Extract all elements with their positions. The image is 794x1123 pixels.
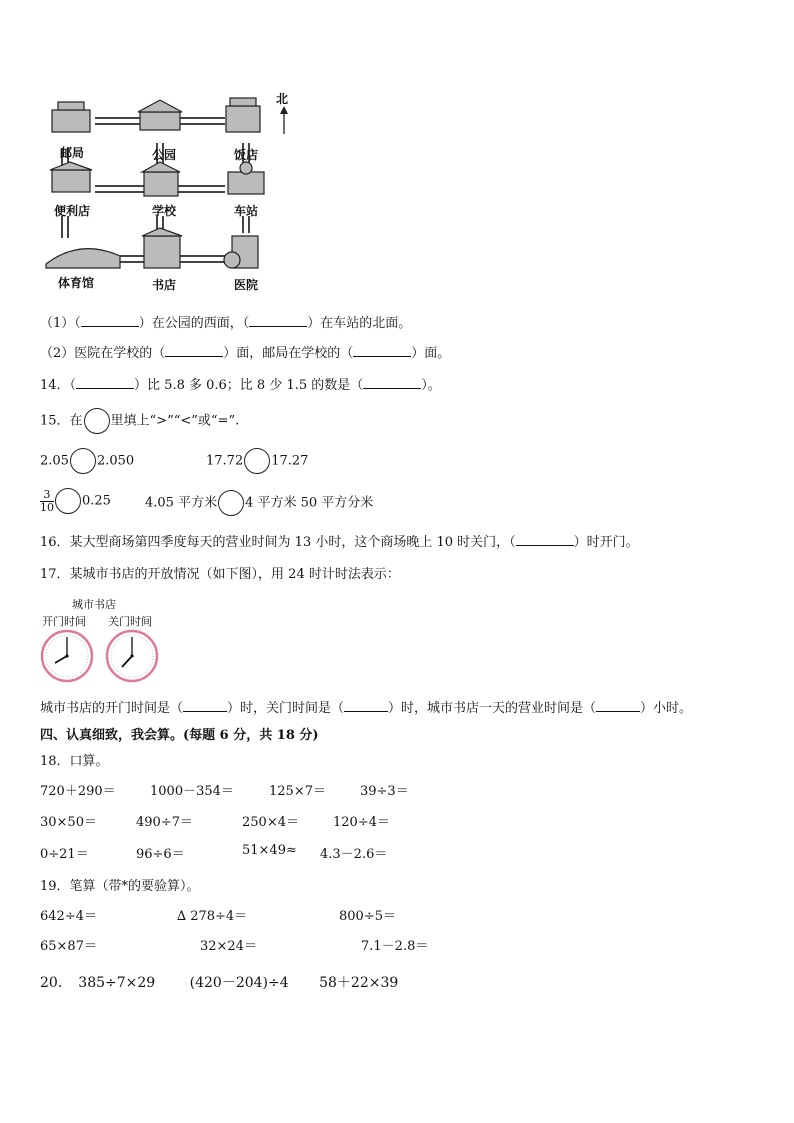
- answer-blank[interactable]: [165, 344, 223, 357]
- q19-r2c2: 32×24＝: [200, 939, 257, 954]
- map-figure: [40, 88, 300, 300]
- map-label-post-office: 邮局: [60, 146, 85, 160]
- answer-blank[interactable]: [596, 699, 640, 712]
- q17-question: 城市书店的开门时间是（ ）时，关门时间是（ ）时，城市书店一天的营业时间是（ ）小时。: [40, 701, 693, 716]
- map-label-restaurant: 饭店: [234, 148, 259, 162]
- q18-r1c1: 720＋290＝: [40, 784, 116, 799]
- q18-r2c2: 490÷7＝: [136, 815, 193, 830]
- compare-circle[interactable]: [70, 448, 96, 474]
- q20-expr-3: 58＋22×39: [319, 975, 399, 991]
- q18-r2c4: 120÷4＝: [333, 815, 390, 830]
- map-label-hospital: 医院: [234, 278, 259, 292]
- bookstore-figure-title: 城市书店: [72, 598, 116, 611]
- answer-blank[interactable]: [516, 533, 574, 546]
- q19-r2c1: 65×87＝: [40, 939, 97, 954]
- q13-part2: （2）医院在学校的（ ）面，邮局在学校的（ ）面。: [40, 346, 451, 361]
- north-arrow-head: [280, 106, 288, 114]
- q19-title: 19．笔算（带*的要验算）。: [40, 879, 200, 894]
- north-label: 北: [276, 92, 289, 106]
- compare-circle[interactable]: [218, 490, 244, 516]
- clocks-figure: [40, 628, 160, 684]
- compare-circle[interactable]: [244, 448, 270, 474]
- answer-blank[interactable]: [344, 699, 388, 712]
- map-label-bookstore: 书店: [152, 278, 177, 292]
- q20-expr-1: 385÷7×29: [78, 975, 156, 991]
- q17-title: 17．某城市书店的开放情况（如下图），用 24 时计时法表示：: [40, 567, 400, 582]
- q15-item-2: 17.72 17.27: [206, 448, 308, 474]
- q20: 20． 385÷7×29 (420－204)÷4 58＋22×39: [40, 975, 399, 991]
- answer-blank[interactable]: [363, 376, 421, 389]
- q18-r2c1: 30×50＝: [40, 815, 97, 830]
- q18-title: 18．口算。: [40, 754, 109, 769]
- q18-r3c1: 0÷21＝: [40, 847, 89, 862]
- q19-r1c1: 642÷4＝: [40, 909, 97, 924]
- close-clock: [107, 631, 157, 681]
- q20-expr-2: (420－204)÷4: [189, 975, 289, 991]
- close-time-label: 关门时间: [108, 615, 152, 628]
- q18-r3c2: 96÷6＝: [136, 847, 185, 862]
- q19-r2c3: 7.1－2.8＝: [361, 939, 429, 954]
- q13-part1: （1）（ ）在公园的西面，（ ）在车站的北面。: [40, 316, 412, 331]
- map-label-park: 公园: [152, 148, 177, 162]
- q19-r1c3: 800÷5＝: [339, 909, 396, 924]
- answer-blank[interactable]: [76, 376, 134, 389]
- map-drawing: [40, 88, 300, 300]
- q15-title: 15．在 里填上“>”“<”或“=”.: [40, 408, 239, 434]
- open-clock: [42, 631, 92, 681]
- q16: 16．某大型商场第四季度每天的营业时间为 13 小时，这个商场晚上 10 时关门，（ ）时开门。: [40, 535, 639, 550]
- q18-r2c3: 250×4＝: [242, 815, 299, 830]
- fraction: $\frac{3}{10}$: [40, 487, 54, 514]
- q18-r1c4: 39÷3＝: [360, 784, 409, 799]
- answer-blank[interactable]: [249, 314, 307, 327]
- q15-item-3: $\frac{3}{10}$ 0.25: [40, 487, 111, 514]
- q18-r3c3: 51×49≈: [242, 843, 297, 858]
- map-label-stadium: 体育馆: [58, 276, 95, 290]
- map-label-school: 学校: [152, 204, 177, 218]
- q15-item-1: 2.05 2.050: [40, 448, 134, 474]
- q18-r3c4: 4.3－2.6＝: [320, 847, 388, 862]
- answer-blank[interactable]: [353, 344, 411, 357]
- compare-circle[interactable]: [55, 488, 81, 514]
- q14: 14．（ ）比 5.8 多 0.6；比 8 少 1.5 的数是（ ）。: [40, 378, 441, 393]
- q18-r1c3: 125×7＝: [269, 784, 326, 799]
- q15-item-4: 4.05 平方米 4 平方米 50 平方分米: [145, 490, 373, 516]
- compare-circle-example: [84, 408, 110, 434]
- answer-blank[interactable]: [81, 314, 139, 327]
- map-label-convenience-store: 便利店: [54, 204, 91, 218]
- open-time-label: 开门时间: [42, 615, 86, 628]
- map-label-station: 车站: [234, 204, 259, 218]
- answer-blank[interactable]: [183, 699, 227, 712]
- q19-r1c2: ∆ 278÷4＝: [177, 909, 248, 924]
- q18-r1c2: 1000－354＝: [150, 784, 234, 799]
- section-4-title: 四、认真细致，我会算。(每题 6 分，共 18 分): [40, 728, 319, 743]
